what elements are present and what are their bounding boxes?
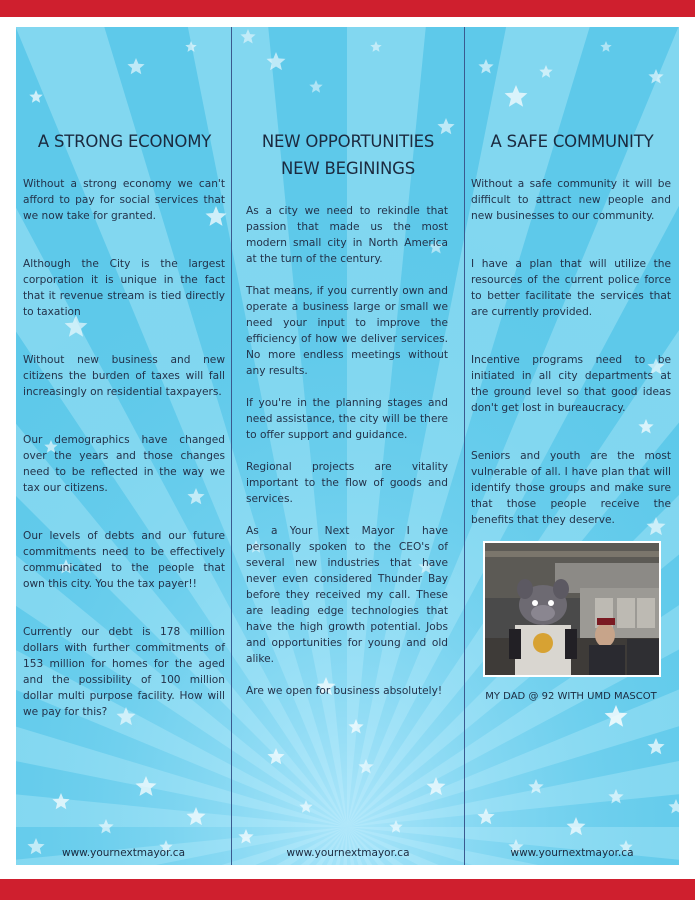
new-opportunities-paragraph: Are we open for business absolutely! <box>246 685 443 697</box>
heading-safe-community: A SAFE COMMUNITY <box>490 132 654 151</box>
heading-strong-economy: A STRONG ECONOMY <box>37 132 212 151</box>
safe-community-paragraph: Without a safe community it will be difficult to attract new people and new businesses to our community. <box>471 178 671 222</box>
heading-new-opportunities: NEW OPPORTUNITIES NEW BEGININGS <box>261 132 435 178</box>
website-footer: www.yournextmayor.ca <box>286 847 410 859</box>
column-divider-right <box>464 27 465 865</box>
new-opportunities-paragraph: As a city we need to rekindle that passion that made us the most modern small city in North America at the turn of the century. <box>246 205 448 265</box>
new-opportunities-paragraph: That means, if you currently own and operate a business large or small we need your input to improve the efficiency of how we deliver services. No more endless meetings without any results. <box>246 285 448 377</box>
new-opportunities-paragraph: Regional projects are vitality important to the flow of goods and services. <box>246 461 448 505</box>
strong-economy-paragraph: Currently our debt is 178 million dollars with further commitments of 153 million for homes for the aged and the possibility of 100 million dollar multi purpose facility. How will we pay for this? <box>23 626 225 718</box>
safe-community-text <box>471 176 671 528</box>
strong-economy-paragraph: Although the City is the largest corporation it is unique in the fact that it revenue stream is tied directly to taxation <box>23 258 225 318</box>
brochure-panel <box>16 27 679 865</box>
new-opportunities-paragraph: If you're in the planning stages and need assistance, the city will be there to offer support and guidance. <box>246 397 448 441</box>
safe-community-paragraph: Seniors and youth are the most vulnerable of all. I have plan that will identify those groups and make sure that those people receive the benefits that they deserve. <box>471 450 671 526</box>
mascot-photo <box>483 541 661 677</box>
strong-economy-paragraph: Without new business and new citizens the burden of taxes will fall increasingly on residential taxpayers. <box>23 354 225 398</box>
column-divider-left <box>231 27 232 865</box>
new-opportunities-paragraph: As a Your Next Mayor I have personally spoken to the CEO's of several new industries that have never even considered Thunder Bay before they received my call. These are leading edge technologies that have the high growth potential. Jobs and opportunities for young and old alike. <box>246 525 448 665</box>
mascot-photo-image <box>485 543 659 675</box>
top-red-banner <box>0 0 695 17</box>
safe-community-paragraph: Incentive programs need to be initiated in all city departments at the ground level so that good ideas don't get lost in bureaucracy. <box>471 354 671 414</box>
safe-community-paragraph: I have a plan that will utilize the resources of the current police force to better facilitate the services that are currently provided. <box>471 258 671 318</box>
photo-caption: MY DAD @ 92 WITH UMD MASCOT <box>485 691 657 702</box>
new-opportunities-text <box>246 203 448 699</box>
bottom-red-banner <box>0 879 695 900</box>
strong-economy-text <box>23 176 225 720</box>
website-footer: www.yournextmayor.ca <box>61 847 186 859</box>
website-footer: www.yournextmayor.ca <box>510 847 634 859</box>
strong-economy-paragraph: Without a strong economy we can't afford to pay for social services that we now take for granted. <box>23 178 225 222</box>
strong-economy-paragraph: Our levels of debts and our future commitments need to be effectively communicated to the people that own this city. You the tax payer!! <box>23 530 225 590</box>
strong-economy-paragraph: Our demographics have changed over the years and those changes need to be reflected in the way we tax our citizens. <box>23 434 225 494</box>
